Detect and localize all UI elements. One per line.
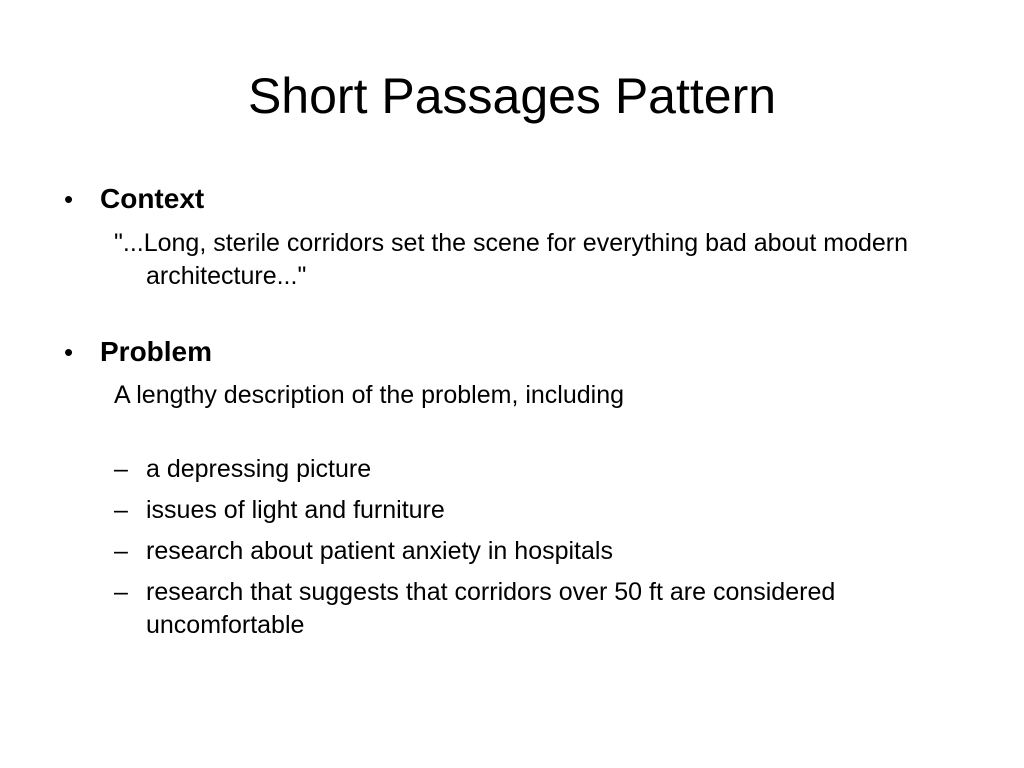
dash-marker: – — [114, 496, 128, 524]
list-item — [114, 576, 874, 642]
list-item — [114, 535, 874, 568]
list-item — [114, 494, 874, 527]
problem-heading: Problem — [100, 336, 213, 367]
dash-marker: – — [114, 455, 128, 483]
dash-marker: – — [114, 578, 128, 606]
list-item-text: research about patient anxiety in hospitals — [146, 537, 613, 565]
bullet-marker: • — [64, 184, 74, 214]
dash-marker: – — [114, 537, 128, 565]
list-item — [114, 453, 874, 486]
bullet-context — [64, 183, 204, 215]
list-item-text: issues of light and furniture — [146, 496, 445, 524]
bullet-problem — [64, 336, 212, 368]
bullet-marker: • — [64, 337, 74, 367]
context-quote: "...Long, sterile corridors set the scene for everything bad about modern architecture..." — [114, 229, 909, 290]
slide-title: Short Passages Pattern — [247, 68, 777, 124]
problem-description: A lengthy description of the problem, including — [114, 381, 625, 409]
context-heading: Context — [100, 183, 205, 214]
list-item-text: research that suggests that corridors over 50 ft are considered uncomfortable — [146, 578, 836, 639]
list-item-text: a depressing picture — [146, 455, 372, 483]
